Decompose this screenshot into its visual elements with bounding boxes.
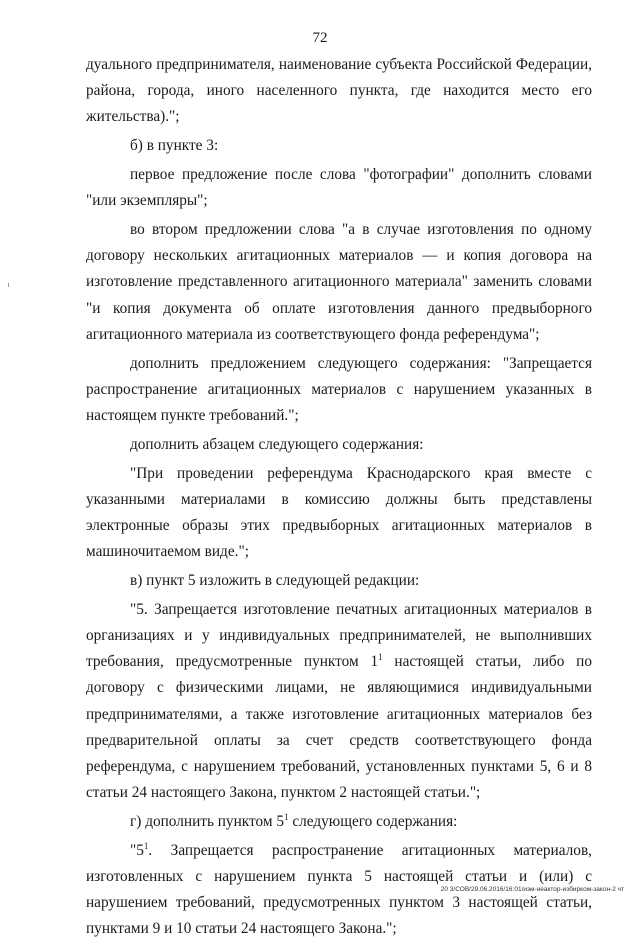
paragraph <box>86 597 592 807</box>
paragraph-text: "5 <box>130 841 144 859</box>
paragraph-text: г) дополнить пунктом 5 <box>130 813 284 831</box>
paragraph: дуального предпринимателя, наименование субъекта Российской Федерации, района, города, иного населенного пункта, где находится место его жительства)."; <box>86 56 592 126</box>
paragraph: во втором предложении слова "а в случае изготовления по одному договору нескольких агитационных материалов — и копия договора на изготовление представленного агитационного материала" заменить словами "и копия документа об оплате изготовления данного предвыборного агитационного материала из соответствующего фонда референдума"; <box>86 221 592 343</box>
paragraph-text: настоящей статьи, либо по договору с физическими лицами, не являющимися индивидуальными предпринимателями, а также изготовление агитационных материалов без предварительной оплаты за счет средств соответствующего фонда референдума, с нарушением требований, установленных пунктами 5, 6 и 8 статьи 24 настоящего Закона, пунктом 2 настоящей статьи."; <box>86 653 592 802</box>
superscript: 1 <box>378 652 383 663</box>
paragraph: "При проведении референдума Краснодарского края вместе с указанными материалами в комиссию должны быть представлены электронные образы этих предвыборных агитационных материалов в машиночитаемом виде."; <box>86 464 592 561</box>
superscript: 1 <box>284 812 289 823</box>
paragraph: дополнить предложением следующего содержания: "Запрещается распространение агитационных материалов с нарушением указанных в настоящем пункте требований."; <box>86 354 592 425</box>
margin-mark <box>8 283 9 287</box>
document-body <box>86 52 592 945</box>
paragraph: дополнить абзацем следующего содержания: <box>130 435 424 453</box>
page-number: 72 <box>312 30 328 46</box>
paragraph-text: "5. Запрещается изготовление печатных агитационных материалов в организациях и у индивидуальных предпринимателей, не выполнивших требования, предусмотренные пунктом 1 <box>86 600 592 671</box>
superscript: 1 <box>143 840 149 851</box>
paragraph: б) в пункте 3: <box>130 137 219 155</box>
document-footer: 20 3/СОВ/29.06.2016/16:01/изм-неактор-избирком-закон-2 чт <box>440 886 624 893</box>
paragraph-text: следующего содержания: <box>288 813 458 831</box>
paragraph: в) пункт 5 изложить в следующей редакции: <box>130 572 420 590</box>
paragraph: первое предложение после слова "фотографии" дополнить словами "или экземпляры"; <box>86 166 592 210</box>
paragraph <box>86 809 592 835</box>
paragraph-text: . Запрещается распространение агитационных материалов, изготовленных с нарушением пункта 5 настоящей статьи и (или) с нарушением требований, предусмотренных пунктом 3 настоящей статьи, пунктами 9 и 10 статьи 24 настоящего Закона."; <box>86 841 592 938</box>
